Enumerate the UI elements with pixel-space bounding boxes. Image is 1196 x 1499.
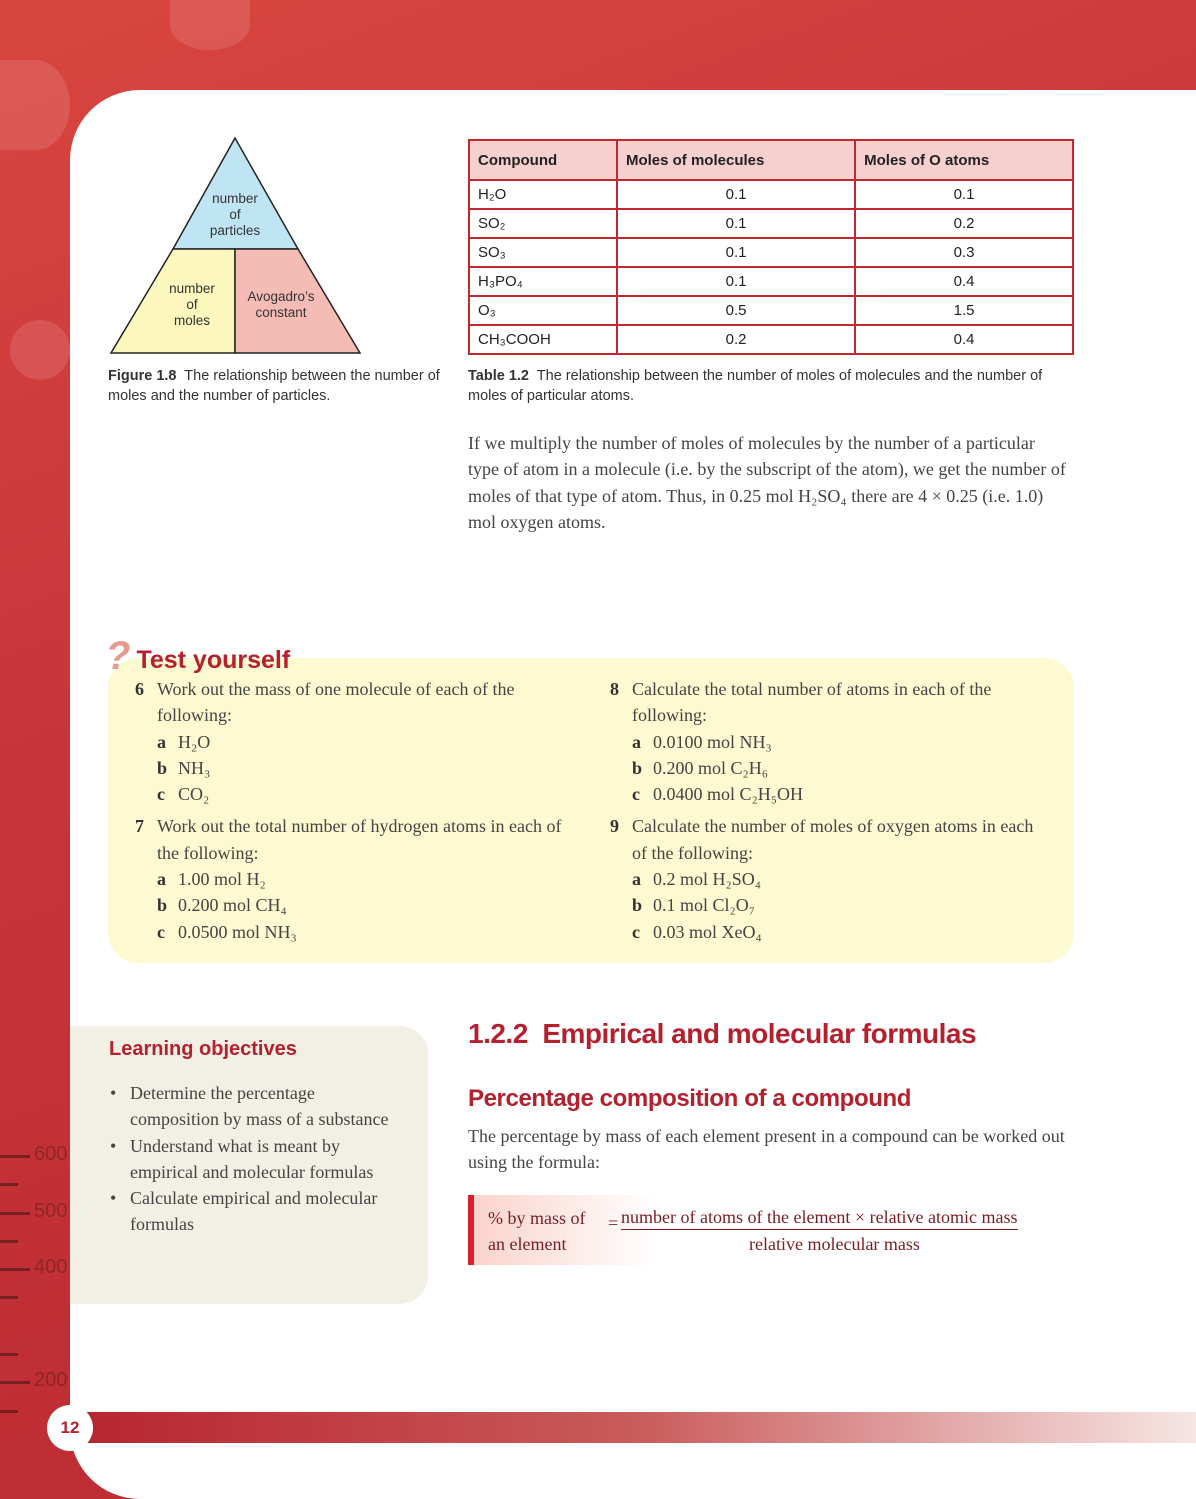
moles-o-atoms-cell: 1.5 (855, 296, 1073, 325)
question-text: Work out the total number of hydrogen atoms in each of the following: (157, 816, 562, 863)
part-letter: b (632, 757, 643, 778)
scale-label: 400 (34, 1256, 68, 1278)
question-stem (610, 813, 1040, 866)
test-yourself-title: Test yourself (136, 646, 291, 674)
table-body (469, 180, 1073, 354)
question-part (610, 729, 1040, 755)
objective-item: • Calculate empirical and molecular formulas (110, 1185, 400, 1238)
part-letter: c (157, 921, 165, 942)
question-text: Calculate the total number of atoms in each of the following: (632, 679, 992, 726)
question-item (135, 676, 565, 807)
formula-lhs: an element (488, 1234, 567, 1254)
scale-tick (0, 1240, 18, 1243)
question-stem (610, 676, 1040, 729)
question-mark-icon: ? (102, 634, 135, 678)
table-row (469, 238, 1073, 267)
question-part (610, 892, 1040, 918)
part-text: 0.2 mol H₂SO₄ (653, 869, 762, 890)
percentage-formula (468, 1195, 1088, 1265)
compound-cell: CH₃COOH (469, 325, 617, 354)
question-part (610, 755, 1040, 781)
part-letter: a (157, 869, 166, 890)
part-text: 1.00 mol H₂ (178, 869, 266, 890)
table-header-row (469, 140, 1073, 180)
question-text: Calculate the number of moles of oxygen atoms in each of the following: (632, 816, 1034, 863)
scale-label: 200 (34, 1369, 68, 1391)
part-letter: b (157, 757, 168, 778)
part-letter: c (632, 921, 640, 942)
part-letter: b (157, 895, 168, 916)
moles-o-atoms-cell: 0.4 (855, 267, 1073, 296)
label-number-of-particles: particles (209, 223, 261, 238)
compound-cell: O₃ (469, 296, 617, 325)
part-text: 0.200 mol C₂H₆ (653, 757, 769, 778)
table-row (469, 296, 1073, 325)
part-letter: a (157, 731, 166, 752)
table-caption-tag: Table 1.2 (468, 368, 529, 384)
test-yourself-header (102, 634, 291, 679)
scale-label: 500 (34, 1200, 68, 1222)
moles-table (468, 139, 1074, 355)
part-text: 0.03 mol XeO₄ (653, 921, 762, 942)
compound-cell: SO₂ (469, 209, 617, 238)
question-number: 7 (135, 816, 144, 837)
part-text: 0.1 mol Cl₂O₇ (653, 895, 756, 916)
moles-molecules-cell: 0.1 (617, 180, 855, 209)
part-letter: c (157, 784, 165, 805)
scale-tick (0, 1212, 30, 1215)
table-row (469, 209, 1073, 238)
scale-tick (0, 1268, 30, 1271)
question-part (135, 781, 565, 807)
moles-molecules-cell: 0.1 (617, 209, 855, 238)
scale-tick (0, 1296, 18, 1299)
compound-cell: H₃PO₄ (469, 267, 617, 296)
figure-caption-text: The relationship between the number of moles and the number of particles. (108, 368, 440, 404)
label-avogadro-constant: Avogadro’s (247, 289, 315, 304)
table-row (469, 267, 1073, 296)
question-number: 8 (610, 679, 619, 699)
question-number: 9 (610, 816, 619, 837)
moles-molecules-cell: 0.1 (617, 267, 855, 296)
label-number-of-particles: of (229, 207, 241, 222)
part-text: CO₂ (178, 784, 210, 805)
body-paragraph: If we multiply the number of moles of molecules by the number of a particular type of atom in a molecule (i.e. by the subscript of the atom), we get the number of moles of that type of atom. Thus, in 0.25 mol H₂SO₄ there are 4 × 0.25 (i.e. 1.0) mol oxygen atoms. (468, 433, 1066, 532)
table-row (469, 325, 1073, 354)
question-item (135, 813, 565, 944)
questions-right-column (610, 676, 1040, 945)
background-molecule (10, 320, 70, 380)
part-letter: c (632, 784, 640, 805)
part-text: H₂O (178, 731, 211, 752)
question-part (610, 919, 1040, 945)
figure-caption-tag: Figure 1.8 (108, 368, 177, 384)
moles-molecules-cell: 0.5 (617, 296, 855, 325)
part-letter: b (632, 895, 643, 916)
formula-denominator: relative molecular mass (749, 1234, 920, 1254)
figure-caption (108, 366, 448, 406)
scale-tick (0, 1183, 18, 1186)
moles-o-atoms-cell: 0.3 (855, 238, 1073, 267)
question-part (135, 892, 565, 918)
label-number-of-moles: of (186, 297, 198, 312)
table-caption-text: The relationship between the number of moles of molecules and the number of moles of particular atoms. (468, 368, 1043, 404)
column-header: Moles of O atoms (855, 140, 1073, 180)
mole-triangle-figure (108, 136, 363, 356)
question-number: 6 (135, 679, 144, 699)
scale-tick (0, 1155, 30, 1158)
question-part (135, 919, 565, 945)
question-part (610, 781, 1040, 807)
label-avogadro-constant: constant (255, 305, 307, 320)
moles-o-atoms-cell: 0.4 (855, 325, 1073, 354)
question-part (135, 866, 565, 892)
subsection-text: The percentage by mass of each element present in a compound can be worked out using the formula: (468, 1126, 1065, 1173)
compound-cell: H₂O (469, 180, 617, 209)
background-molecule (170, 0, 250, 50)
formula-lhs: % by mass of (488, 1208, 586, 1228)
background-molecule (0, 60, 70, 150)
part-letter: a (632, 869, 641, 890)
scale-tick (0, 1353, 18, 1356)
section-title: 1.2.2 Empirical and molecular formulas (468, 1018, 977, 1049)
learning-objectives-title: Learning objectives (109, 1038, 297, 1060)
label-number-of-moles: number (169, 281, 215, 296)
part-text: 0.200 mol CH₄ (178, 895, 287, 916)
scale-tick (0, 1381, 30, 1384)
objectives-list (110, 1080, 400, 1238)
question-item (610, 813, 1040, 944)
moles-o-atoms-cell: 0.2 (855, 209, 1073, 238)
part-letter: a (632, 731, 641, 752)
part-text: 0.0400 mol C₂H₅OH (653, 784, 804, 805)
footer-bar (80, 1412, 1196, 1443)
label-number-of-moles: moles (173, 313, 211, 328)
column-header: Compound (469, 140, 617, 180)
objective-item: • Determine the percentage composition by mass of a substance (110, 1080, 400, 1133)
formula-numerator: number of atoms of the element × relative atomic mass (621, 1205, 1018, 1230)
question-stem (135, 813, 565, 866)
compound-cell: SO₃ (469, 238, 617, 267)
question-part (135, 729, 565, 755)
table-caption (468, 366, 1068, 406)
question-stem (135, 676, 565, 729)
formula-equals: = (608, 1213, 619, 1233)
moles-molecules-cell: 0.1 (617, 238, 855, 267)
question-part (610, 866, 1040, 892)
part-text: NH₃ (178, 757, 211, 778)
scale-tick (0, 1410, 18, 1413)
subsection-title: Percentage composition of a compound (468, 1085, 911, 1112)
scale-label: 600 (34, 1143, 68, 1165)
objective-item: • Understand what is meant by empirical and molecular formulas (110, 1133, 400, 1186)
questions-left-column (135, 676, 565, 945)
learning-objectives-box (70, 1026, 428, 1304)
part-text: 0.0500 mol NH₃ (178, 921, 297, 942)
part-text: 0.0100 mol NH₃ (653, 731, 772, 752)
triangle-left-section (111, 249, 235, 353)
label-number-of-particles: number (212, 191, 258, 206)
column-header: Moles of molecules (617, 140, 855, 180)
moles-molecules-cell: 0.2 (617, 325, 855, 354)
moles-o-atoms-cell: 0.1 (855, 180, 1073, 209)
question-part (135, 755, 565, 781)
table-row (469, 180, 1073, 209)
question-item (610, 676, 1040, 807)
page-number: 12 (47, 1405, 93, 1451)
question-text: Work out the mass of one molecule of each of the following: (157, 679, 515, 726)
